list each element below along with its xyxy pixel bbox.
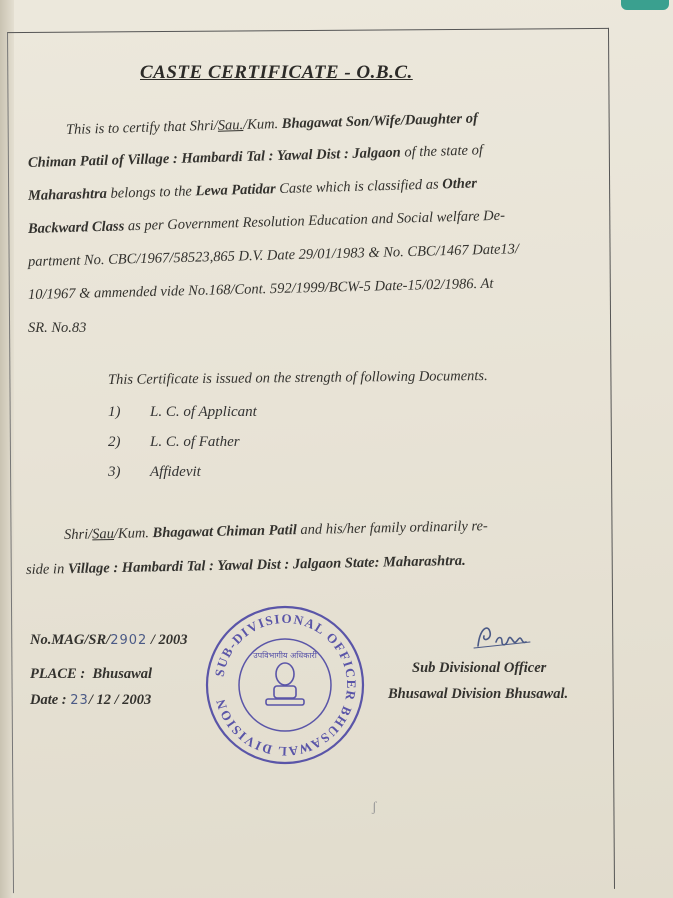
certificate-title: CASTE CERTIFICATE - O.B.C. bbox=[140, 62, 413, 83]
emblem-icon bbox=[266, 663, 304, 705]
document-number: 3) bbox=[108, 464, 121, 480]
signatory-designation: Sub Divisional Officer bbox=[412, 660, 547, 676]
signature-block bbox=[470, 618, 540, 659]
text-run: Shri/ bbox=[63, 526, 93, 543]
documents-intro: This Certificate is issued on the strength of following Documents. bbox=[107, 368, 488, 388]
residence-line bbox=[26, 553, 466, 579]
text-run: Lewa Patidar bbox=[195, 181, 276, 200]
body-line bbox=[28, 276, 494, 304]
body-line bbox=[28, 320, 86, 337]
text-run: side in bbox=[25, 561, 69, 578]
text-run: Bhagawat Chiman Patil bbox=[152, 522, 297, 542]
date-line: Date : 23/ 12 / 2003 bbox=[30, 692, 152, 708]
text-run: Sau. bbox=[217, 117, 244, 134]
seal-ring-text: SUB-DIVISIONAL OFFICER BHUSAWAL DIVISION bbox=[211, 610, 360, 760]
text-run: /Kum. bbox=[242, 115, 283, 134]
document-number: 1) bbox=[108, 404, 121, 420]
text-run: Chiman Patil of Village : Hambardi Tal : Yawal Dist : Jalgaon bbox=[27, 144, 401, 171]
text-run: belongs to the bbox=[106, 183, 196, 202]
text-run: Bhagawat Son/Wife/Daughter of bbox=[281, 110, 479, 132]
body-line bbox=[28, 241, 519, 271]
seal-inner-text: उपविभागीय अधिकारी bbox=[253, 651, 317, 660]
body-line bbox=[28, 142, 483, 172]
body-line bbox=[28, 175, 477, 205]
text-run: Village : Hambardi Tal : Yawal Dist : Jalgaon State: Maharashtra. bbox=[67, 552, 466, 578]
residence-line bbox=[64, 518, 488, 544]
official-seal bbox=[200, 600, 370, 770]
text-run: 10/1967 & ammended vide No.168/Cont. 592/1999/BCW-5 Date-15/02/1986. At bbox=[27, 275, 494, 303]
text-run: This is to certify that Shri/ bbox=[65, 117, 219, 138]
text-run: SR. No.83 bbox=[28, 320, 87, 336]
text-run: Sau bbox=[92, 525, 115, 543]
handwritten-signature bbox=[470, 618, 540, 654]
text-run: and his/her family ordinarily re- bbox=[296, 518, 488, 539]
document-item: L. C. of Father bbox=[150, 434, 240, 450]
text-run: of the state of bbox=[400, 142, 484, 161]
document-number: 2) bbox=[108, 434, 121, 450]
body-line bbox=[28, 208, 505, 238]
text-run: /Kum. bbox=[113, 525, 153, 542]
text-run: Maharashtra bbox=[27, 185, 108, 204]
reference-number: No.MAG/SR/2902 / 2003 bbox=[30, 632, 188, 648]
paper-mark: ʃ bbox=[372, 800, 377, 815]
text-run: Caste which is classified as bbox=[275, 176, 443, 198]
text-run: as per Government Resolution Education and Social welfare De- bbox=[124, 207, 506, 235]
document-item: L. C. of Applicant bbox=[150, 404, 257, 420]
text-run: Other bbox=[442, 175, 478, 193]
text-run: Backward Class bbox=[27, 218, 125, 237]
document-item: Affidevit bbox=[150, 464, 201, 480]
signatory-division: Bhusawal Division Bhusawal. bbox=[388, 686, 569, 702]
place-line: PLACE : Bhusawal bbox=[30, 666, 153, 682]
body-line bbox=[66, 111, 478, 139]
text-run: partment No. CBC/1967/58523,865 D.V. Date 29/01/1983 & No. CBC/1467 Date13/ bbox=[27, 241, 520, 270]
